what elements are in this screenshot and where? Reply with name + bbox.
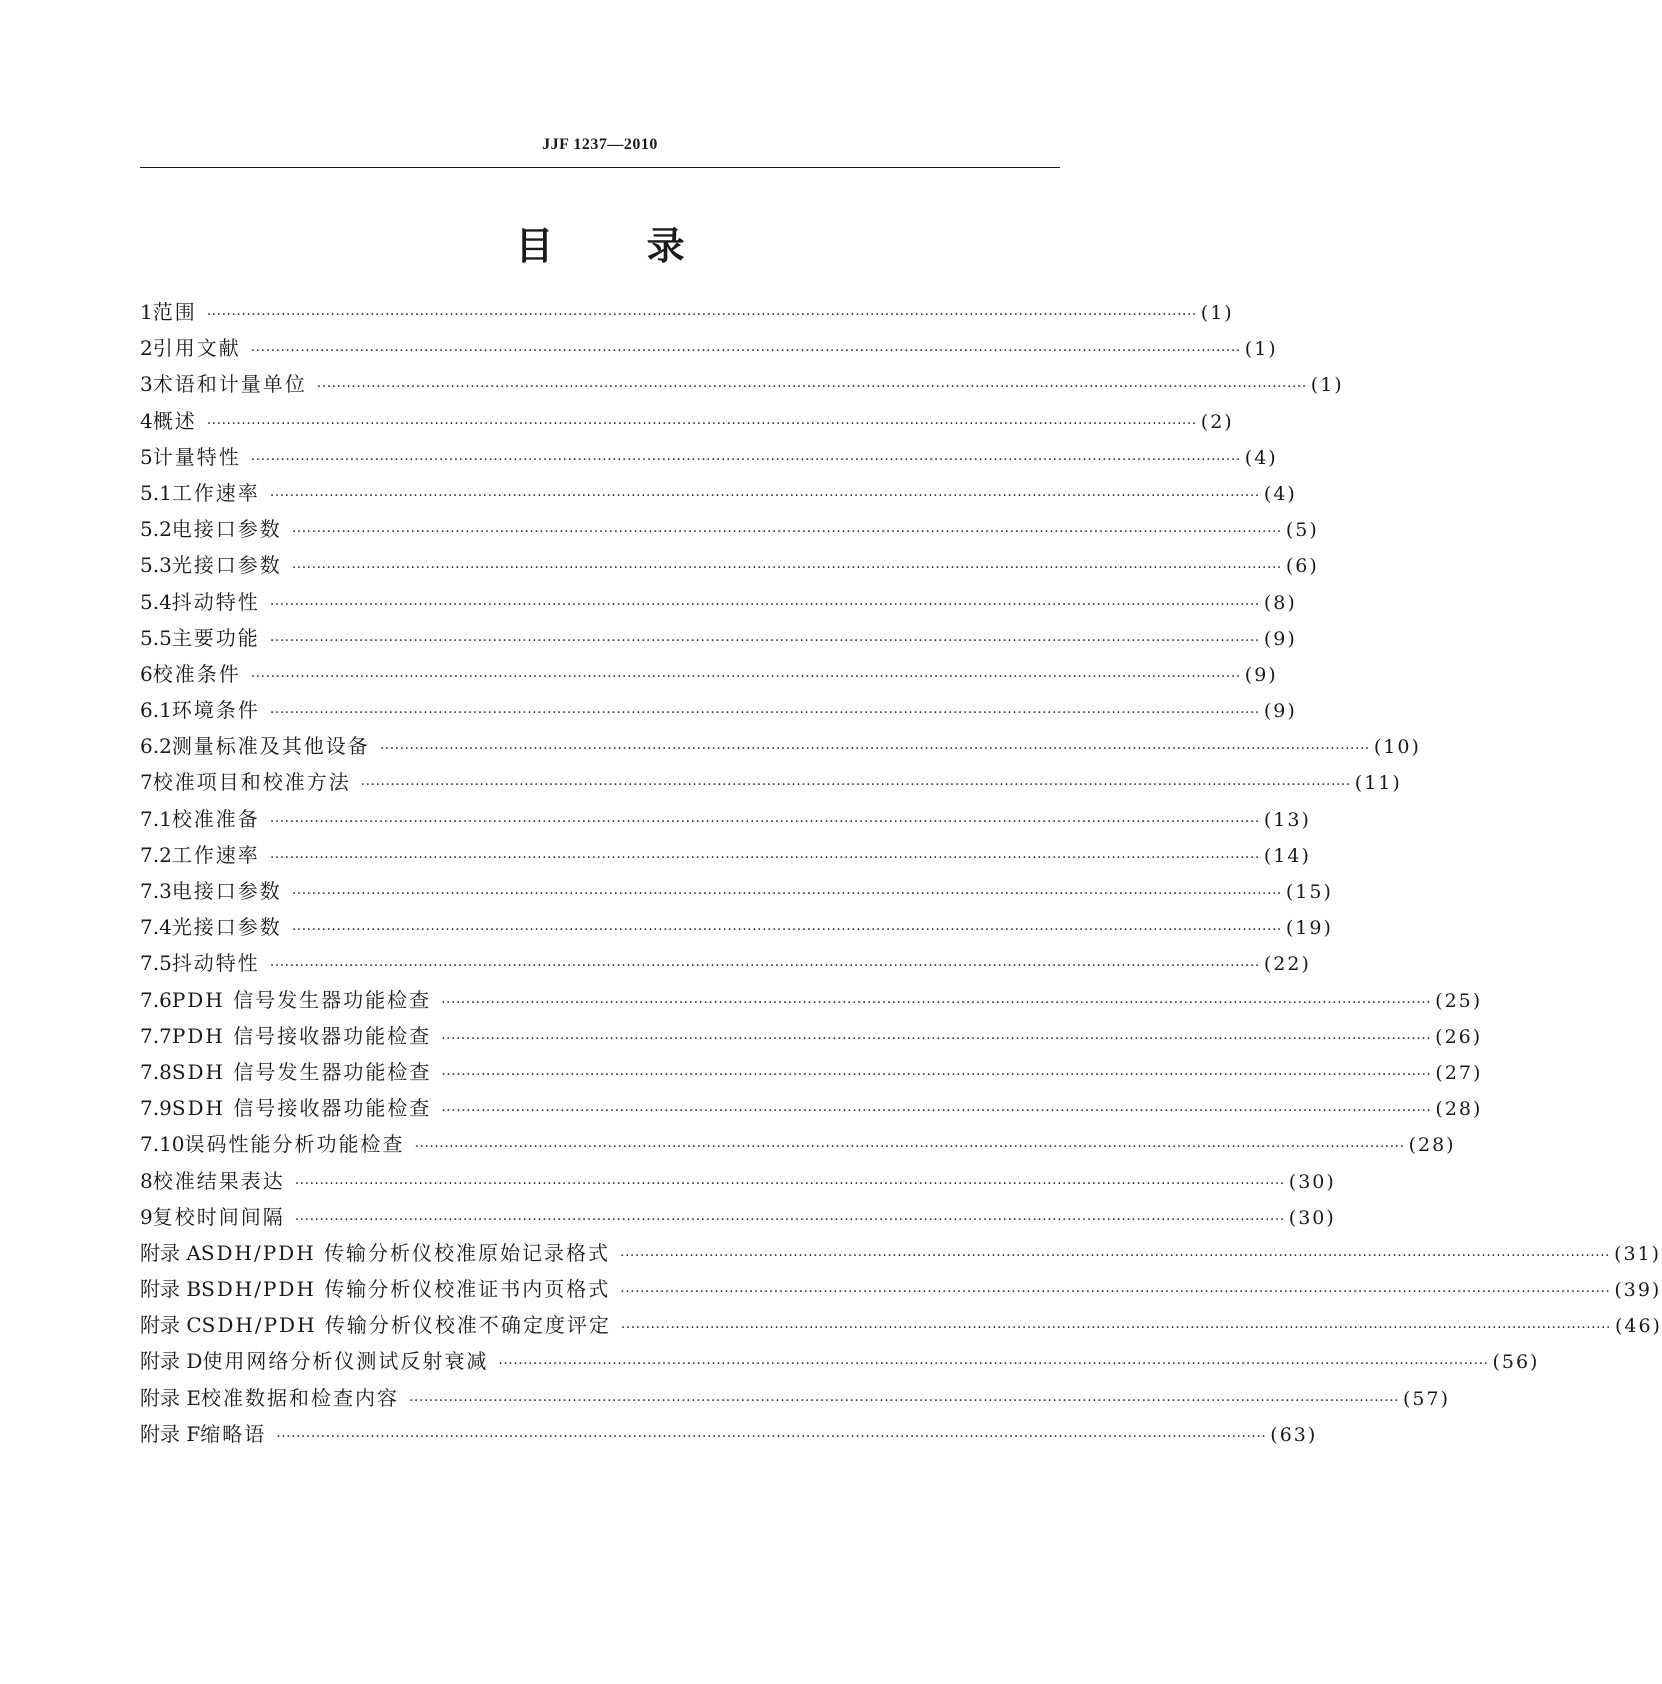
dot-leader: ········································································································································································································	[620, 1284, 1611, 1301]
toc-entry[interactable]	[140, 332, 1278, 368]
toc-entry-page: (13)	[1263, 808, 1311, 831]
toc-entry-label: PDH 信号接收器功能检查	[171, 1023, 432, 1048]
toc-entry-number: 5.3	[140, 553, 172, 578]
toc-entry[interactable]	[140, 405, 1234, 441]
dot-leader: ········································································································································································································	[291, 922, 1282, 939]
toc-entry[interactable]	[140, 1165, 1336, 1201]
toc-entry-label: 校准项目和校准方法	[152, 770, 351, 795]
toc-entry-page: (39)	[1614, 1279, 1662, 1302]
toc-entry-page: (57)	[1403, 1387, 1451, 1410]
toc-entry-number: 8	[140, 1168, 153, 1193]
dot-leader: ········································································································································································································	[408, 1392, 1400, 1409]
toc-entry-label: PDH 信号发生器功能检查	[171, 987, 432, 1012]
toc-entry[interactable]	[140, 1092, 1483, 1128]
dot-leader: ········································································································································································································	[441, 1066, 1432, 1083]
toc-entry-page: (46)	[1614, 1315, 1662, 1338]
table-of-contents	[140, 296, 1662, 1454]
toc-entry-label: 校准数据和检查内容	[200, 1385, 399, 1410]
dot-leader: ········································································································································································································	[441, 994, 1432, 1011]
dot-leader: ········································································································································································································	[250, 343, 1241, 360]
toc-entry-number: 附录 E	[140, 1385, 201, 1410]
toc-entry-number: 附录 F	[140, 1421, 201, 1446]
dot-leader: ········································································································································································································	[620, 1247, 1611, 1264]
dot-leader: ········································································································································································································	[414, 1139, 1405, 1156]
toc-entry-label: 引用文献	[152, 336, 241, 361]
toc-entry[interactable]	[140, 1020, 1483, 1056]
toc-entry-page: (5)	[1285, 519, 1319, 542]
toc-entry[interactable]	[140, 803, 1311, 839]
toc-entry[interactable]	[140, 1418, 1318, 1454]
toc-entry-label: 光接口参数	[171, 915, 282, 940]
toc-entry-number: 7.5	[140, 951, 172, 976]
toc-entry-page: (4)	[1263, 482, 1297, 505]
toc-entry-label: 校准准备	[171, 806, 260, 831]
toc-entry-number: 5.4	[140, 589, 172, 614]
toc-entry-page: (9)	[1244, 663, 1278, 686]
dot-leader: ········································································································································································································	[206, 307, 1197, 323]
toc-entry-page: (6)	[1285, 555, 1319, 578]
toc-entry[interactable]	[140, 1056, 1483, 1092]
toc-entry-label: 使用网络分析仪测试反射衰减	[202, 1349, 489, 1374]
toc-entry-page: (63)	[1270, 1423, 1318, 1446]
toc-entry-page: (15)	[1285, 881, 1333, 903]
toc-entry-label: 校准条件	[152, 661, 241, 686]
toc-entry[interactable]	[140, 766, 1402, 802]
toc-entry-page: (1)	[1200, 302, 1234, 324]
toc-entry-label: 电接口参数	[171, 879, 282, 903]
toc-entry[interactable]	[140, 1309, 1662, 1345]
toc-entry-number: 附录 A	[140, 1240, 201, 1265]
toc-entry-label: 抖动特性	[171, 589, 260, 614]
toc-entry-page: (9)	[1263, 627, 1297, 650]
toc-entry[interactable]	[140, 296, 1234, 332]
toc-entry[interactable]	[140, 1345, 1540, 1381]
toc-entry-label: 主要功能	[171, 625, 260, 650]
toc-entry-page: (31)	[1614, 1242, 1662, 1265]
toc-entry-page: (19)	[1285, 917, 1333, 940]
dot-leader: ········································································································································································································	[250, 668, 1241, 685]
toc-entry-label: 术语和计量单位	[152, 372, 307, 397]
toc-entry-label: 计量特性	[152, 444, 241, 469]
toc-entry-label: 工作速率	[171, 480, 260, 505]
dot-leader: ········································································································································································································	[269, 849, 1260, 866]
toc-entry-number: 5.1	[140, 480, 172, 505]
toc-entry-number: 附录 C	[140, 1313, 202, 1338]
toc-entry-number: 6.2	[140, 734, 172, 759]
toc-entry[interactable]	[140, 477, 1297, 513]
toc-entry-number: 7.3	[140, 879, 172, 903]
toc-entry-page: (4)	[1244, 446, 1278, 469]
toc-entry-number: 7.6	[140, 987, 172, 1012]
toc-entry-label: 缩略语	[200, 1421, 267, 1446]
toc-entry-number: 2	[140, 336, 153, 361]
toc-entry-number: 5	[140, 444, 153, 469]
header-rule	[140, 167, 1060, 168]
dot-leader: ········································································································································································································	[269, 958, 1260, 975]
toc-entry-page: (1)	[1244, 338, 1278, 361]
toc-entry[interactable]	[140, 1201, 1336, 1237]
dot-leader: ········································································································································································································	[498, 1356, 1489, 1373]
toc-entry-label: SDH/PDH 传输分析仪校准原始记录格式	[200, 1240, 611, 1265]
toc-entry-number: 7.8	[140, 1059, 172, 1084]
toc-entry[interactable]	[140, 1273, 1662, 1309]
dot-leader: ········································································································································································································	[441, 1103, 1432, 1120]
toc-entry-number: 5.5	[140, 625, 172, 650]
toc-entry-number: 1	[140, 300, 153, 324]
toc-entry[interactable]	[140, 984, 1483, 1020]
toc-entry-page: (30)	[1288, 1206, 1336, 1229]
dot-leader: ········································································································································································································	[276, 1428, 1267, 1445]
toc-entry[interactable]	[140, 658, 1278, 694]
dot-leader: ········································································································································································································	[291, 886, 1282, 902]
toc-entry[interactable]	[140, 622, 1297, 658]
dot-leader: ········································································································································································································	[291, 524, 1282, 541]
toc-entry-page: (1)	[1310, 374, 1344, 397]
toc-entry[interactable]	[140, 875, 1333, 911]
toc-entry-label: SDH/PDH 传输分析仪校准不确定度评定	[201, 1313, 611, 1338]
toc-entry[interactable]	[140, 911, 1333, 947]
toc-entry-page: (2)	[1200, 410, 1234, 433]
toc-entry-number: 7.7	[140, 1023, 172, 1048]
toc-entry-label: SDH/PDH 传输分析仪校准证书内页格式	[201, 1277, 611, 1302]
toc-entry-page: (8)	[1263, 591, 1297, 614]
toc-entry-number: 7.10	[140, 1132, 185, 1157]
toc-entry-page: (27)	[1435, 1061, 1483, 1084]
toc-entry-number: 6	[140, 661, 153, 686]
toc-entry-label: SDH 信号接收器功能检查	[171, 1096, 432, 1121]
toc-entry-label: 抖动特性	[171, 951, 260, 976]
toc-entry-label: 校准结果表达	[152, 1168, 285, 1193]
toc-entry-number: 3	[140, 372, 153, 397]
toc-entry[interactable]	[140, 1237, 1662, 1273]
toc-entry[interactable]	[140, 947, 1311, 983]
toc-entry-label: 工作速率	[171, 842, 260, 867]
toc-entry[interactable]	[140, 694, 1297, 730]
toc-entry-number: 7.1	[140, 806, 172, 831]
toc-entry-page: (28)	[1408, 1134, 1456, 1157]
toc-entry[interactable]	[140, 441, 1278, 477]
dot-leader: ········································································································································································································	[294, 1211, 1285, 1228]
toc-entry-label: 范围	[152, 300, 197, 324]
dot-leader: ········································································································································································································	[269, 705, 1260, 722]
toc-entry-number: 7.2	[140, 842, 172, 867]
toc-entry[interactable]	[140, 730, 1421, 766]
toc-entry[interactable]	[140, 1128, 1456, 1164]
dot-leader: ········································································································································································································	[269, 632, 1260, 649]
dot-leader: ········································································································································································································	[620, 1320, 1611, 1337]
toc-entry-page: (22)	[1263, 953, 1311, 976]
toc-entry-page: (25)	[1435, 989, 1483, 1012]
dot-leader: ········································································································································································································	[250, 451, 1241, 468]
toc-entry-label: 复校时间间隔	[152, 1204, 285, 1229]
dot-leader: ········································································································································································································	[269, 596, 1260, 613]
toc-entry-label: 电接口参数	[171, 517, 282, 542]
toc-entry[interactable]	[140, 839, 1311, 875]
toc-entry-page: (28)	[1435, 1098, 1483, 1121]
toc-entry[interactable]	[140, 368, 1344, 404]
toc-entry-label: 概述	[152, 408, 197, 433]
dot-leader: ········································································································································································································	[360, 777, 1351, 794]
toc-entry-number: 9	[140, 1204, 153, 1229]
running-header: JJF 1237—2010	[542, 136, 658, 153]
toc-entry-label: 测量标准及其他设备	[171, 734, 370, 759]
toc-entry-label: 光接口参数	[171, 553, 282, 578]
toc-entry-label: 误码性能分析功能检查	[184, 1132, 405, 1157]
toc-entry-label: SDH 信号发生器功能检查	[171, 1059, 432, 1084]
toc-entry-page: (30)	[1288, 1170, 1336, 1193]
toc-entry-number: 7	[140, 770, 153, 795]
toc-entry[interactable]	[140, 1382, 1451, 1418]
toc-entry-number: 附录 D	[140, 1349, 203, 1374]
toc-entry-number: 7.4	[140, 915, 172, 940]
toc-entry-page: (10)	[1373, 736, 1421, 759]
toc-entry-page: (11)	[1354, 772, 1402, 795]
toc-entry[interactable]	[140, 513, 1319, 549]
dot-leader: ········································································································································································································	[269, 487, 1260, 504]
toc-entry-page: (9)	[1263, 700, 1297, 723]
toc-entry-number: 附录 B	[140, 1277, 202, 1302]
page-title: 目 录	[515, 224, 685, 268]
dot-leader: ········································································································································································································	[316, 379, 1307, 396]
toc-entry[interactable]	[140, 549, 1319, 585]
toc-entry-label: 环境条件	[171, 698, 260, 723]
dot-leader: ········································································································································································································	[291, 560, 1282, 577]
dot-leader: ········································································································································································································	[441, 1030, 1432, 1047]
dot-leader: ········································································································································································································	[269, 813, 1260, 830]
toc-entry[interactable]	[140, 586, 1297, 622]
toc-entry-page: (26)	[1435, 1025, 1483, 1048]
toc-entry-number: 4	[140, 408, 153, 433]
dot-leader: ········································································································································································································	[294, 1175, 1285, 1192]
toc-entry-number: 5.2	[140, 517, 172, 542]
toc-entry-page: (56)	[1492, 1351, 1540, 1374]
toc-entry-page: (14)	[1263, 844, 1311, 867]
toc-entry-number: 7.9	[140, 1096, 172, 1121]
dot-leader: ········································································································································································································	[206, 415, 1197, 432]
dot-leader: ········································································································································································································	[379, 741, 1370, 758]
toc-entry-number: 6.1	[140, 698, 172, 723]
